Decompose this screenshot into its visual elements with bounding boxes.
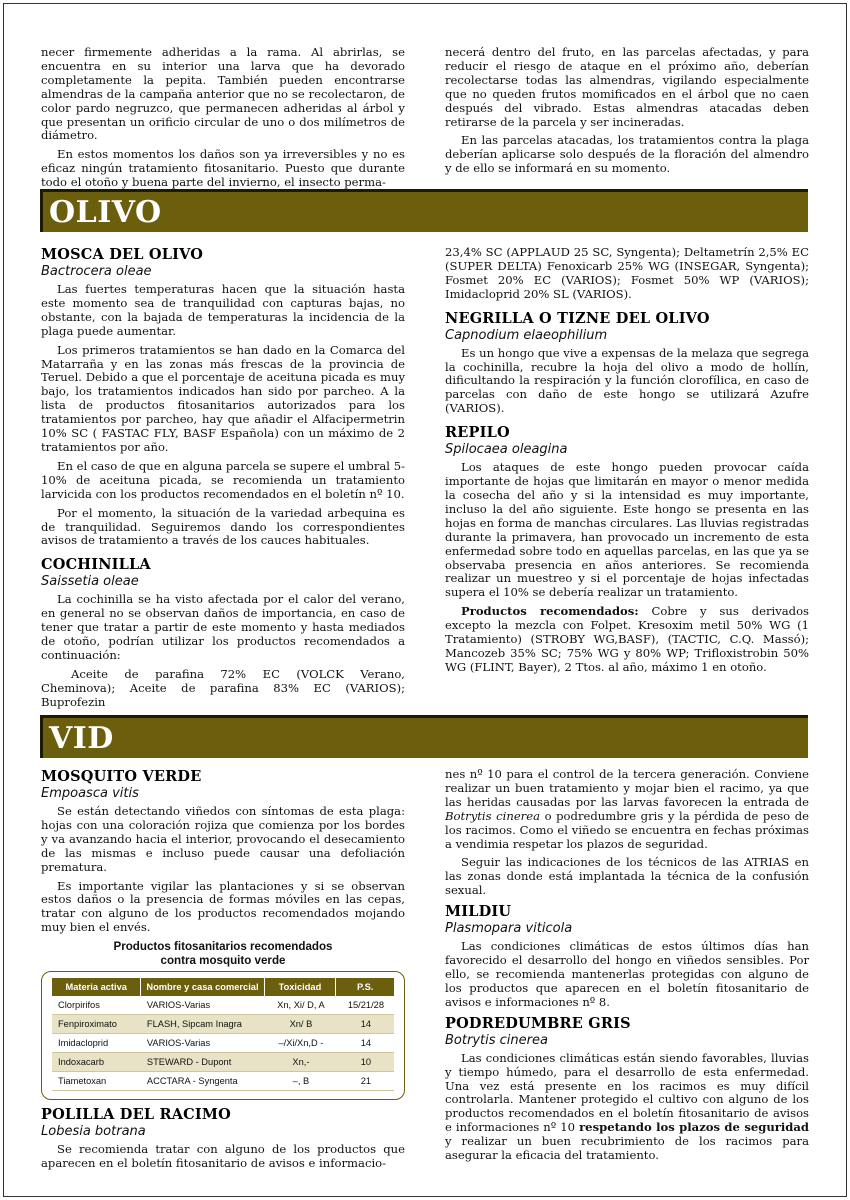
top-right-column xyxy=(445,46,809,181)
table-cell: –/Xi/Xn,D - xyxy=(264,1034,336,1053)
paragraph xyxy=(445,1052,809,1163)
column-header: Toxicidad xyxy=(264,978,336,996)
table-cell: Xn, Xi/ D, A xyxy=(264,996,336,1015)
table-cell: 14 xyxy=(336,1015,394,1034)
paragraph: Aceite de parafina 72% EC (VOLCK Verano, Cheminova); Aceite de parafina 83% EC (VARIOS); Buprofezin xyxy=(41,666,405,709)
column-header: P.S. xyxy=(336,978,394,996)
vid-left-column xyxy=(41,766,405,1176)
paragraph: En las parcelas atacadas, los tratamientos contra la plaga deberían aplicarse solo después de la floración del almendro y de ello se informará en su momento. xyxy=(445,133,809,176)
section-banner-olivo xyxy=(40,189,808,232)
heading-cochinilla: COCHINILLA xyxy=(41,556,151,574)
products-table-frame xyxy=(41,971,405,1100)
paragraph: necerá dentro del fruto, en las parcelas afectadas, y para reducir el riesgo de ataque en el próximo año, deberían recolectarse todas las almendras, vigilando especialmente que no queden frutos momificados en el árbol que no caen después del vibrado. Estas almendras atacadas deben retirarse de la parcela y ser incineradas. xyxy=(445,45,809,129)
text-run: Las condiciones climáticas están siendo favorables, lluvias y tiempo húmedo, para el desarrollo de esta enfermedad. Una vez está presente en los racimos es muy difícil controlarla. Mantener protegido el cultivo con alguno de los productos recomendados en el boletín fitosanitario de avisos e informaciones nº 10 xyxy=(445,1050,809,1135)
paragraph: 23,4% SC (APPLAUD 25 SC, Syngenta); Deltametrín 2,5% EC (SUPER DELTA) Fenoxicarb 25% WG (INSEGAR, Syngenta); Fosmet 20% EC (VARIOS); Fosmet 50% WP (VARIOS); Imidacloprid 20% SL (VARIOS). xyxy=(445,245,809,301)
table-header-row xyxy=(52,978,394,996)
table-row xyxy=(52,1015,394,1034)
paragraph xyxy=(445,768,809,851)
heading-podredumbre-gris: PODREDUMBRE GRIS xyxy=(445,1014,631,1032)
table-cell: 21 xyxy=(336,1072,394,1091)
table-cell: VARIOS-Varias xyxy=(141,1034,264,1053)
paragraph: Los ataques de este hongo pueden provocar caída importante de hojas que limitarán en mayor o menor medida la cosecha del año y si la intensidad es muy importante, incluso la del año siguiente. Este hongo se presenta en las hojas en forma de manchas circulares. Las lluvias registradas durante la primavera, han provocado un incremento de esta enfermedad sobre todo en aquellas parcelas, en las que ya se observaba presencia en años anteriores. Se recomienda realizar un muestreo y si el porcentaje de hojas infectadas supera el 10% se debería realizar un tratamiento. xyxy=(445,460,809,600)
scientific-name: Saissetia oleae xyxy=(41,574,139,590)
italic-run: Botrytis cinerea xyxy=(445,808,540,823)
olivo-left-column xyxy=(41,244,405,715)
table-cell: Imidacloprid xyxy=(52,1034,141,1053)
table-cell: VARIOS-Varias xyxy=(141,996,264,1015)
table-cell: ACCTARA - Syngenta xyxy=(141,1072,264,1091)
heading-mosca-del-olivo: MOSCA DEL OLIVO xyxy=(41,246,204,263)
heading-repilo: REPILO xyxy=(445,424,510,442)
top-left-column xyxy=(41,46,405,195)
paragraph: Es un hongo que vive a expensas de la melaza que segrega la cochinilla, recubre la hoja del olivo a modo de hollín, dificultando la respiración y la función clorofílica, en caso de parcelas con daño de este hongo se utilizará Azufre (VARIOS). xyxy=(445,345,809,416)
heading-polilla-del-racimo: POLILLA DEL RACIMO xyxy=(41,1106,231,1124)
paragraph: Se están detectando viñedos con síntomas de esta plaga: hojas con una coloración rojiza que comienza por los bordes y va avanzando hacia el interior, provocando el desecamiento de las mismas e incluso puede causar una defoliación prematura. xyxy=(41,804,405,874)
table-row xyxy=(52,1072,394,1091)
scientific-name: Empoasca vitis xyxy=(41,786,139,801)
table-cell: –, B xyxy=(264,1072,336,1091)
table-cell: Xn,- xyxy=(264,1053,336,1072)
table-cell: Clorpirifos xyxy=(52,996,141,1015)
text-run: Cobre y sus derivados excepto la mezcla con Folpet. Kresoxim metil 50% WG (1 Tratamiento) (STROBY WG,BASF), (TACTIC, C.Q. Massó); Mancozeb 35% SC; 75% WG y 80% WP; Trifloxistrobin 50% WG (FLINT, Bayer), 2 Ttos. al año, máximo 1 en otoño. xyxy=(445,604,810,674)
table-cell: Xn/ B xyxy=(264,1015,336,1034)
paragraph: necer firmemente adheridas a la rama. Al abrirlas, se encuentra en su interior una larva que ha devorado completamente la pepita. También pueden encontrarse almendras de la campaña anterior que no se recolectaron, de color pardo negruzco, que permanecen adheridas al árbol y que presentan un orificio circular de uno o dos milímetros de diámetro. xyxy=(41,45,405,143)
section-title: OLIVO xyxy=(49,195,162,230)
scientific-name: Lobesia botrana xyxy=(41,1124,146,1140)
paragraph: Las fuertes temperaturas hacen que la situación hasta este momento sea de tranquilidad con capturas bajas, no obstante, con la bajada de temperaturas la incidencia de la plaga puede aumentar. xyxy=(41,282,405,338)
column-header: Materia activa xyxy=(52,978,141,996)
paragraph: Seguir las indicaciones de los técnicos de las ATRIAS en las zonas donde está implantada la técnica de la confusión sexual. xyxy=(445,855,809,898)
table-row xyxy=(52,996,394,1015)
table-title xyxy=(41,940,405,968)
scientific-name: Bactrocera oleae xyxy=(41,264,152,279)
paragraph: En estos momentos los daños son ya irreversibles y no es eficaz ningún tratamiento fitosanitario. Puesto que durante todo el otoño y buena parte del invierno, el insecto perma- xyxy=(41,147,405,190)
products-table xyxy=(52,978,394,1091)
table-title-line: Productos fitosanitarios recomendados xyxy=(113,940,333,954)
table-cell: Indoxacarb xyxy=(52,1053,141,1072)
paragraph: Por el momento, la situación de la variedad arbequina es de tranquilidad. Seguiremos dando los correspondientes avisos de tratamiento a través de los cauces habituales. xyxy=(41,505,405,548)
scientific-name: Plasmopara viticola xyxy=(445,921,573,937)
bold-label: Productos recomendados: xyxy=(461,604,639,619)
table-cell: FLASH, Sipcam Inagra xyxy=(141,1015,264,1034)
paragraph: Es importante vigilar las plantaciones y si se observan estos daños o la presencia de formas móviles en las cepas, tratar con alguno de los productos recomendados mojando muy bien el envés. xyxy=(41,878,405,935)
paragraph: En el caso de que en alguna parcela se supere el umbral 5-10% de aceituna picada, se recomienda un tratamiento larvicida con los productos recomendados en el boletín nº 10. xyxy=(41,458,405,501)
scientific-name: Spilocaea oleagina xyxy=(445,442,568,458)
heading-negrilla: NEGRILLA O TIZNE DEL OLIVO xyxy=(445,309,710,327)
table-cell: STEWARD - Dupont xyxy=(141,1053,264,1072)
table-cell: Fenpiroximato xyxy=(52,1015,141,1034)
text-run: o podredumbre gris y la pérdida de peso de los racimos. Como el viñedo se encuentra en fechas próximas a vendimia respetar los plazos de seguridad. xyxy=(445,808,809,851)
table-title-line: contra mosquito verde xyxy=(160,954,286,968)
olivo-right-column xyxy=(445,246,809,680)
scientific-name: Botrytis cinerea xyxy=(445,1032,548,1048)
bold-run: respetando los plazos de seguridad xyxy=(579,1120,809,1135)
table-cell: 14 xyxy=(336,1034,394,1053)
paragraph xyxy=(445,605,809,675)
table-cell: 15/21/28 xyxy=(336,996,394,1015)
table-cell: Tiametoxan xyxy=(52,1072,141,1091)
paragraph: Se recomienda tratar con alguno de los productos que aparecen en el boletín fitosanitario de avisos e informacio- xyxy=(41,1142,405,1171)
paragraph: Los primeros tratamientos se han dado en la Comarca del Matarraña y en las zonas más frescas de la provincia de Teruel. Debido a que el porcentaje de aceituna picada es muy bajo, los tratamientos indicados han sido por parcheo. A la lista de productos fitosanitarios autorizados para los tratamientos por parcheo, hay que añadir el Alfacipermetrin 10% SC ( FASTAC FLY, BASF Española) con un máximo de 2 tratamientos por año. xyxy=(41,342,405,454)
table-row xyxy=(52,1034,394,1053)
section-banner-vid xyxy=(40,715,808,758)
scientific-name: Capnodium elaeophilium xyxy=(445,327,608,343)
table-cell: 10 xyxy=(336,1053,394,1072)
paragraph: Las condiciones climáticas de estos últimos días han favorecido el desarrollo del hongo en viñedos sensibles. Por ello, se recomienda mantenerlas protegidas con alguno de los productos que aparecen en el boletín fitosanitario de avisos e informaciones nº 8. xyxy=(445,939,809,1009)
paragraph: La cochinilla se ha visto afectada por el calor del verano, en general no se observan daños de importancia, en caso de tener que tratar a partir de este momento y hasta mediados de otoño, podrían utilizar los productos recomendados a continuación: xyxy=(41,592,405,662)
column-header: Nombre y casa comercial xyxy=(141,978,264,996)
heading-mildiu: MILDIU xyxy=(445,903,512,921)
section-title: VID xyxy=(49,721,114,756)
text-run: nes nº 10 para el control de la tercera generación. Conviene realizar un buen tratamiento y mojar bien el racimo, ya que las heridas causadas por las larvas favorecen la entrada de xyxy=(445,767,809,809)
vid-right-column xyxy=(445,768,809,1168)
text-run: y realizar un buen recubrimiento de los racimos para asegurar la eficacia del tratamiento. xyxy=(445,1134,809,1163)
heading-mosquito-verde: MOSQUITO VERDE xyxy=(41,768,202,785)
table-row xyxy=(52,1053,394,1072)
